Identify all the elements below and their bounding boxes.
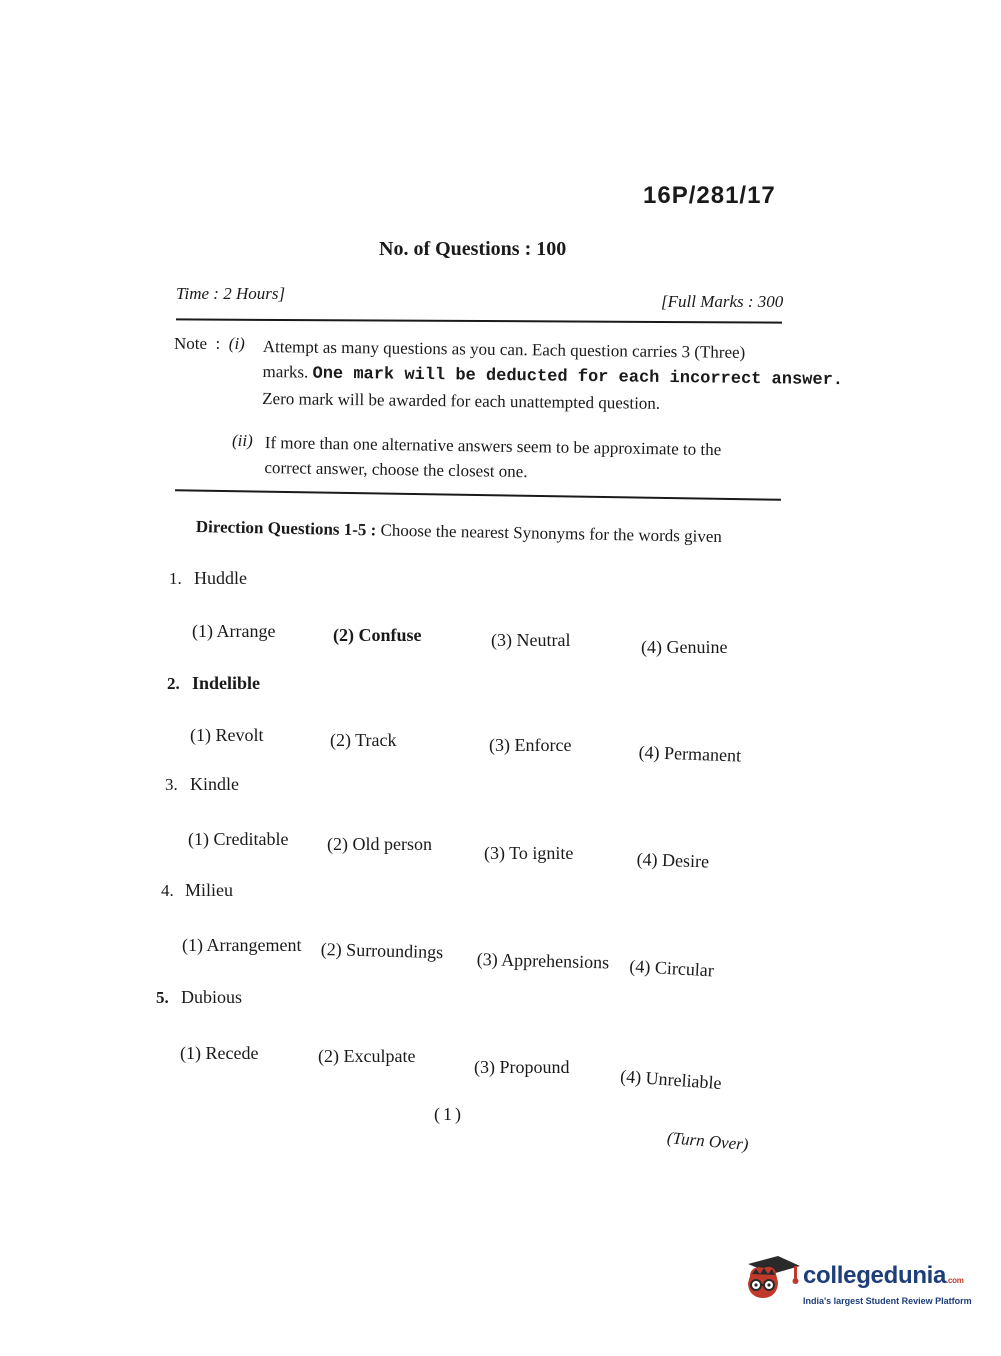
note-item-2	[264, 430, 721, 487]
question-word: Huddle	[194, 568, 247, 588]
note-item-2-marker: (ii)	[232, 431, 253, 450]
collegedunia-tagline: India's largest Student Review Platform	[803, 1296, 972, 1306]
question-number: 1.	[169, 569, 182, 588]
option: (2) Surroundings	[320, 939, 444, 963]
time-allowed: Time : 2 Hours]	[176, 284, 286, 303]
question-word: Kindle	[190, 774, 239, 794]
note-divider	[175, 489, 781, 501]
question-number: 3.	[165, 775, 178, 794]
note-item-2-line-2: correct answer, choose the closest one.	[264, 457, 528, 482]
option: (2) Confuse	[333, 625, 422, 645]
option: (3) Apprehensions	[476, 949, 610, 973]
question-word: Milieu	[185, 880, 233, 900]
option: (2) Exculpate	[318, 1046, 416, 1066]
collegedunia-wordmark: collegedunia.com	[803, 1262, 964, 1289]
note-item-2-line-1: If more than one alternative answers seem to be approximate to the	[264, 432, 722, 460]
option: (1) Arrange	[192, 621, 276, 641]
option: (3) Neutral	[491, 630, 571, 650]
option: (2) Track	[330, 730, 397, 750]
option: (2) Old person	[327, 834, 432, 854]
note-label: Note : (i)	[174, 334, 245, 353]
note-item-1-line-2: marks. One mark will be deducted for each incorrect answer.	[262, 361, 844, 391]
note-item-1	[262, 334, 843, 418]
question-word: Indelible	[192, 673, 261, 693]
option: (1) Creditable	[188, 829, 289, 849]
question-number: 5.	[156, 988, 169, 1007]
option: (3) Enforce	[489, 735, 572, 755]
note-item-1-line-3: Zero mark will be awarded for each unattempted question.	[262, 388, 661, 413]
brand-suffix: .com	[946, 1276, 964, 1285]
option: (4) Circular	[628, 956, 715, 981]
collegedunia-logo	[742, 1252, 802, 1312]
question-number: 4.	[161, 881, 174, 900]
note-item-1-line-1: Attempt as many questions as you can. Each question carries 3 (Three)	[262, 336, 746, 362]
option: (1) Recede	[180, 1043, 259, 1063]
option: (4) Permanent	[638, 742, 742, 766]
full-marks: [Full Marks : 300	[661, 292, 784, 311]
option: (1) Arrangement	[182, 935, 302, 955]
paper-code: 16P/281/17	[643, 182, 776, 209]
mascot-icon	[742, 1252, 802, 1312]
turn-over: (Turn Over)	[666, 1128, 750, 1155]
question-word: Dubious	[181, 987, 243, 1007]
page-number: (1)	[434, 1104, 464, 1124]
option: (4) Unreliable	[619, 1066, 723, 1094]
number-of-questions: No. of Questions : 100	[379, 238, 567, 260]
question-number: 2.	[167, 674, 180, 693]
option: (4) Desire	[636, 849, 710, 872]
option: (1) Revolt	[190, 725, 264, 745]
option: (3) To ignite	[484, 843, 574, 863]
header-divider	[176, 318, 782, 323]
option: (4) Genuine	[641, 637, 728, 657]
direction: Direction Questions 1-5 : Choose the nearest Synonyms for the words given	[195, 517, 723, 547]
option: (3) Propound	[474, 1057, 570, 1077]
